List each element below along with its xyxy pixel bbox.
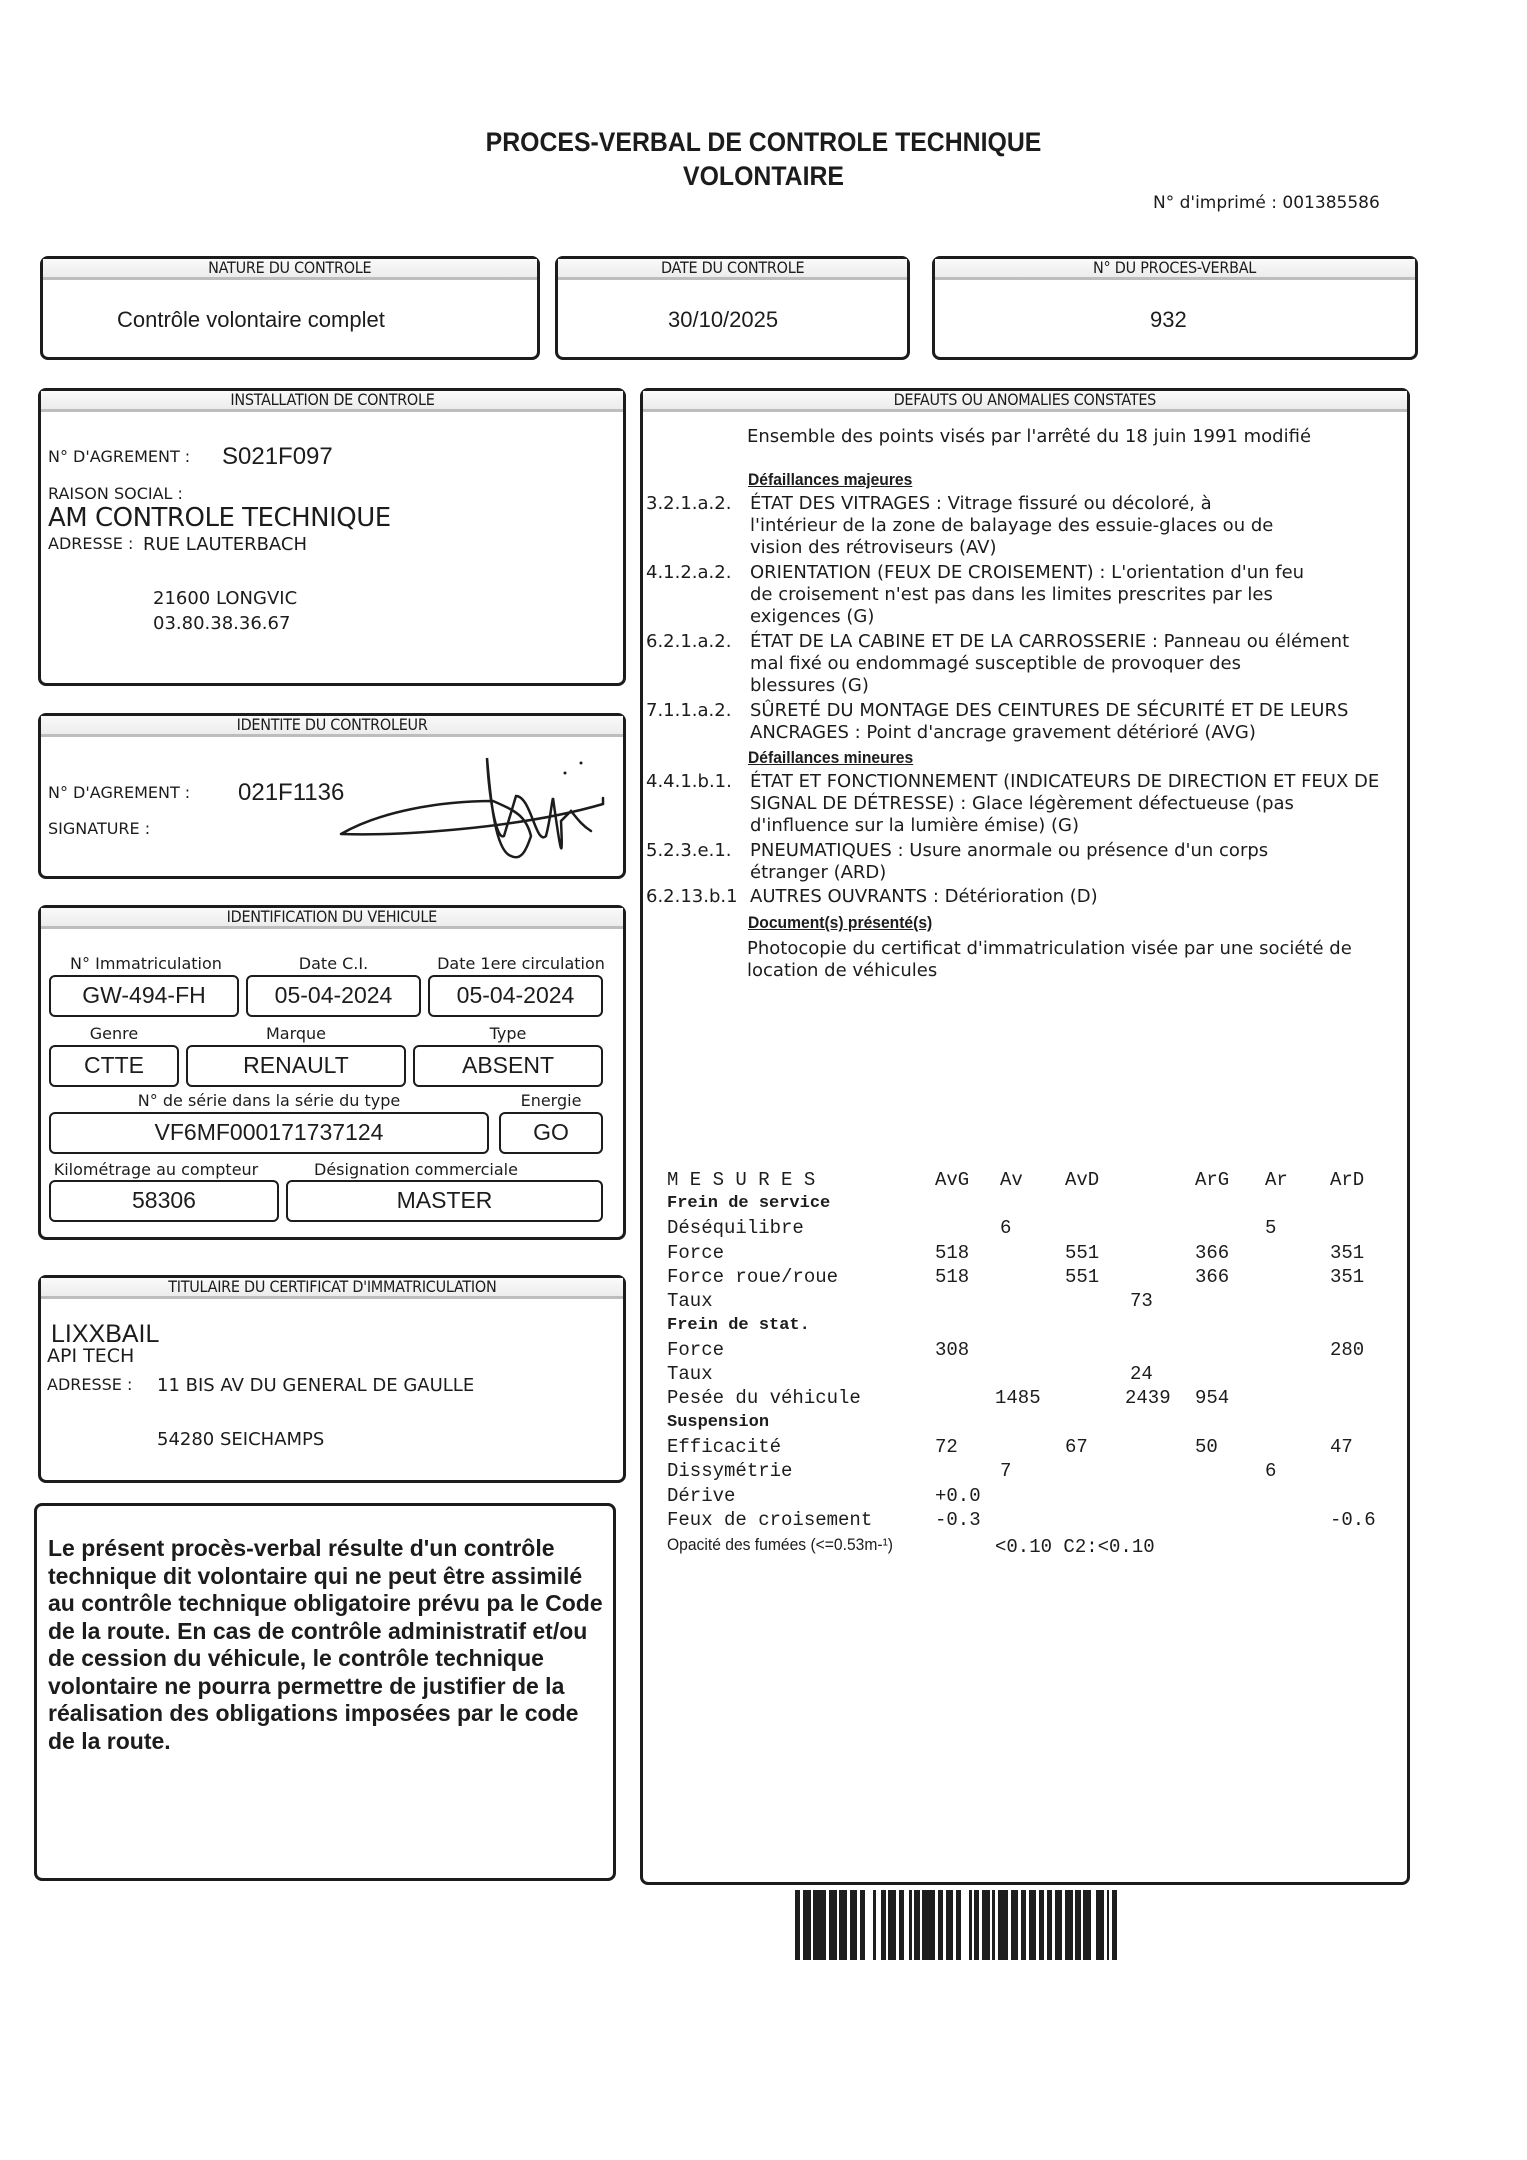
imprime-number: N° d'imprimé : 001385586 <box>1153 193 1380 213</box>
mesures-value: +0.0 <box>935 1484 981 1507</box>
defect-code: 7.1.1.a.2. <box>646 700 732 721</box>
titulaire-adresse1: 11 BIS AV DU GENERAL DE GAULLE <box>157 1375 475 1396</box>
barcode-bar <box>1029 1890 1037 1960</box>
installation-box <box>38 388 626 686</box>
installation-label: INSTALLATION DE CONTROLE <box>41 391 623 412</box>
defect-text: ÉTAT DE LA CABINE ET DE LA CARROSSERIE : Panneau ou élément <box>750 631 1350 652</box>
mesures-row-label: Taux <box>667 1290 713 1313</box>
mesures-section: Suspension <box>667 1412 770 1432</box>
agrement-label: N° D'AGREMENT : <box>48 447 191 466</box>
barcode-bar <box>998 1890 1008 1960</box>
defect-item <box>646 493 1527 559</box>
mesures-value: 551 <box>1065 1265 1100 1288</box>
defect-text: SÛRETÉ DU MONTAGE DES CEINTURES DE SÉCURITÉ ET DE LEURS <box>750 700 1349 721</box>
barcode-bar <box>839 1890 847 1960</box>
barcode-bar <box>813 1890 826 1960</box>
adresse-line1: RUE LAUTERBACH <box>143 534 308 555</box>
defect-code: 6.2.1.a.2. <box>646 631 732 652</box>
barcode-gap <box>865 1890 873 1960</box>
controleur-box <box>38 713 626 879</box>
date-value: 30/10/2025 <box>668 307 779 332</box>
controleur-label: IDENTITE DU CONTROLEUR <box>41 716 623 737</box>
vehicule-box <box>38 905 626 1240</box>
mesures-value: 954 <box>1195 1387 1230 1410</box>
mineures-title: Défaillances mineures <box>748 748 914 767</box>
defect-text: SIGNAL DE DÉTRESSE) : Glace légèrement défectueuse (pas <box>750 793 1294 814</box>
mesures-row-label: Déséquilibre <box>667 1217 804 1240</box>
defect-text: l'intérieur de la zone de balayage des essuie-glaces ou de <box>750 515 1274 536</box>
phone: 03.80.38.36.67 <box>153 613 291 634</box>
mesures-col-header: Av <box>1000 1169 1023 1191</box>
document-title: PROCES-VERBAL DE CONTROLE TECHNIQUE <box>485 127 1042 157</box>
mesures-row-label: Force <box>667 1241 725 1264</box>
defect-text: PNEUMATIQUES : Usure anormale ou présence d'un corps <box>750 840 1269 861</box>
type-field: ABSENT <box>413 1045 603 1087</box>
vehicule-label: IDENTIFICATION DU VEHICULE <box>41 908 623 929</box>
mesures-section: Frein de service <box>667 1194 831 1213</box>
signature <box>321 756 611 876</box>
defect-code: 5.2.3.e.1. <box>646 840 732 861</box>
date-ci-field: 05-04-2024 <box>246 975 421 1017</box>
pv-box <box>932 256 1418 360</box>
mesures-value: 551 <box>1065 1241 1100 1264</box>
date-circ-field: 05-04-2024 <box>428 975 603 1017</box>
mesures-row-label: Dérive <box>667 1484 736 1507</box>
mesures-row-label: Force roue/roue <box>667 1265 839 1288</box>
defauts-label: DEFAUTS OU ANOMALIES CONSTATES <box>643 391 1407 412</box>
km-field: 58306 <box>49 1180 279 1222</box>
marque-field: RENAULT <box>186 1045 406 1087</box>
mesures-col-header: Ar <box>1265 1169 1288 1191</box>
defect-item <box>646 886 1527 908</box>
document-item: location de véhicules <box>747 960 938 981</box>
signature-label: SIGNATURE : <box>48 819 151 838</box>
barcode-bar <box>803 1890 811 1960</box>
mesures-value: 280 <box>1330 1338 1365 1361</box>
mesures-col-header: AvG <box>935 1169 970 1191</box>
barcode-bar <box>829 1890 837 1960</box>
defect-item <box>646 562 1527 628</box>
titulaire-label: TITULAIRE DU CERTIFICAT D'IMMATRICULATION <box>41 1278 623 1299</box>
mesures-value: 351 <box>1330 1241 1365 1264</box>
mesures-value: 73 <box>1130 1290 1153 1313</box>
mesures-value: 72 <box>935 1436 958 1458</box>
energie-field: GO <box>499 1112 603 1154</box>
marque-label: Marque <box>265 1024 327 1043</box>
designation-field: MASTER <box>286 1180 603 1222</box>
defect-code: 4.1.2.a.2. <box>646 562 732 583</box>
mesures-value: 7 <box>1000 1460 1012 1483</box>
barcode-bar <box>1096 1890 1104 1960</box>
genre-field: CTTE <box>49 1045 179 1087</box>
defect-code: 4.4.1.b.1. <box>646 771 732 792</box>
barcode-bar <box>1055 1890 1063 1960</box>
mesures-value: 366 <box>1195 1241 1230 1264</box>
controleur-agrement: 021F1136 <box>238 779 345 806</box>
defect-text: ANCRAGES : Point d'ancrage gravement détérioré (AVG) <box>750 722 1256 743</box>
barcode-bar <box>1065 1890 1073 1960</box>
mesures-value: 24 <box>1130 1363 1153 1386</box>
barcode-bar <box>888 1890 896 1960</box>
mesures-value: 1485 <box>995 1387 1041 1410</box>
defect-text: exigences (G) <box>750 606 875 627</box>
barcode-bar <box>1011 1890 1019 1960</box>
type-label: Type <box>489 1024 527 1043</box>
mesures-value: -0.6 <box>1330 1508 1376 1531</box>
mesures-value: 518 <box>935 1265 970 1288</box>
document-item: Photocopie du certificat d'immatriculation visée par une société de <box>747 938 1352 959</box>
designation-label: Désignation commerciale <box>314 1160 518 1179</box>
immat-label: N° Immatriculation <box>70 954 222 973</box>
raison-social: AM CONTROLE TECHNIQUE <box>48 503 391 533</box>
mesures-value: 67 <box>1065 1436 1088 1458</box>
mesures-row-label: Pesée du véhicule <box>667 1387 861 1410</box>
barcode-gap <box>961 1890 969 1960</box>
defect-text: ORIENTATION (FEUX DE CROISEMENT) : L'orientation d'un feu <box>750 562 1305 583</box>
mesures-row-label: Force <box>667 1338 725 1361</box>
opacite-label: Opacité des fumées (<=0.53m-¹) <box>667 1535 894 1554</box>
mesures-value: 351 <box>1330 1265 1365 1288</box>
defect-text: étranger (ARD) <box>750 862 887 883</box>
defect-text: vision des rétroviseurs (AV) <box>750 537 997 558</box>
notice-text: Le présent procès-verbal résulte d'un contrôle technique dit volontaire qui ne peut être assimilé au contrôle technique obligatoire prévu pa le Code de la route. En cas de contrôle administratif et/ou de cession du véhicule, le contrôle technique volontaire ne pourra permettre de justifier de la réalisation des obligations imposées par le code de la route. <box>48 1535 603 1754</box>
barcode-bar <box>1112 1890 1117 1960</box>
mesures-col-header: ArD <box>1330 1169 1365 1191</box>
serie-field: VF6MF000171737124 <box>49 1112 489 1154</box>
defect-text: blessures (G) <box>750 675 869 696</box>
adresse-label: ADRESSE : <box>48 534 134 553</box>
mesures-row-label: Efficacité <box>667 1436 782 1458</box>
genre-label: Genre <box>89 1024 139 1043</box>
mesures-value: 518 <box>935 1241 970 1264</box>
defect-code: 3.2.1.a.2. <box>646 493 732 514</box>
titulaire-name2: API TECH <box>47 1345 135 1367</box>
mesures-col-header: ArG <box>1195 1169 1230 1191</box>
mesures-value: -0.3 <box>935 1508 981 1531</box>
barcode-bar <box>982 1890 990 1960</box>
defect-item <box>646 700 1527 744</box>
immat-field: GW-494-FH <box>49 975 239 1017</box>
defect-text: d'influence sur la lumière émise) (G) <box>750 815 1079 836</box>
barcode-bar <box>946 1890 954 1960</box>
barcode-bar <box>850 1890 858 1960</box>
majeures-title: Défaillances majeures <box>748 470 913 489</box>
mesures-value: 50 <box>1195 1436 1218 1458</box>
km-label: Kilométrage au compteur <box>53 1160 259 1179</box>
mesures-value: 5 <box>1265 1217 1277 1240</box>
serie-label: N° de série dans la série du type <box>137 1091 401 1110</box>
defect-item <box>646 840 1527 884</box>
mesures-row-label: Dissymétrie <box>667 1460 793 1483</box>
defect-text: ÉTAT ET FONCTIONNEMENT (INDICATEURS DE DIRECTION ET FEUX DE <box>750 771 1380 792</box>
titulaire-box <box>38 1275 626 1483</box>
documents-list <box>747 938 1352 982</box>
defect-code: 6.2.13.b.1 <box>646 886 738 907</box>
defauts-intro: Ensemble des points visés par l'arrêté du 18 juin 1991 modifié <box>747 426 1312 447</box>
mesures-value: 308 <box>935 1338 970 1361</box>
titulaire-adresse-label: ADRESSE : <box>47 1375 133 1394</box>
document-subtitle: VOLONTAIRE <box>683 161 845 191</box>
titulaire-name: LIXXBAIL <box>51 1320 160 1348</box>
defect-text: ÉTAT DES VITRAGES : Vitrage fissuré ou décoloré, à <box>750 493 1212 514</box>
mesures-value: 6 <box>1265 1460 1277 1483</box>
documents-title: Document(s) présenté(s) <box>748 913 933 932</box>
date-label: DATE DU CONTROLE <box>558 259 907 280</box>
defect-item <box>646 631 1527 697</box>
raison-label: RAISON SOCIAL : <box>48 484 183 503</box>
pv-value: 932 <box>1150 307 1187 332</box>
barcode-bar <box>1083 1890 1091 1960</box>
mesures-col-header: AvD <box>1065 1169 1100 1191</box>
opacite-value: <0.10 C2:<0.10 <box>995 1536 1155 1558</box>
adresse-line2: 21600 LONGVIC <box>153 588 298 609</box>
barcode <box>795 1890 1117 1960</box>
defect-item <box>646 771 1527 837</box>
nature-box <box>40 256 540 360</box>
mesures-row-label: Taux <box>667 1363 713 1386</box>
date-ci-label: Date C.I. <box>298 954 369 973</box>
mesures-title: M E S U R E S <box>667 1169 816 1191</box>
nature-label: NATURE DU CONTROLE <box>43 259 537 280</box>
date-box <box>555 256 910 360</box>
date-circ-label: Date 1ere circulation <box>437 954 605 973</box>
titulaire-adresse2: 54280 SEICHAMPS <box>157 1429 325 1450</box>
defect-text: de croisement n'est pas dans les limites prescrites par les <box>750 584 1273 605</box>
nature-value: Contrôle volontaire complet <box>117 307 385 332</box>
mesures-row-label: Feux de croisement <box>667 1508 873 1531</box>
mesures-value: 6 <box>1000 1217 1012 1240</box>
defect-text: mal fixé ou endommagé susceptible de provoquer des <box>750 653 1241 674</box>
mesures-section: Frein de stat. <box>667 1315 810 1335</box>
defect-text: AUTRES OUVRANTS : Détérioration (D) <box>750 886 1098 907</box>
barcode-bar <box>922 1890 935 1960</box>
installation-agrement: S021F097 <box>222 443 333 470</box>
mesures-value: 366 <box>1195 1265 1230 1288</box>
energie-label: Energie <box>520 1091 582 1110</box>
mesures-value: 2439 <box>1125 1387 1171 1410</box>
pv-label: N° DU PROCES-VERBAL <box>935 259 1415 280</box>
mesures-value: 47 <box>1330 1436 1353 1458</box>
controleur-agrement-label: N° D'AGREMENT : <box>48 783 191 802</box>
